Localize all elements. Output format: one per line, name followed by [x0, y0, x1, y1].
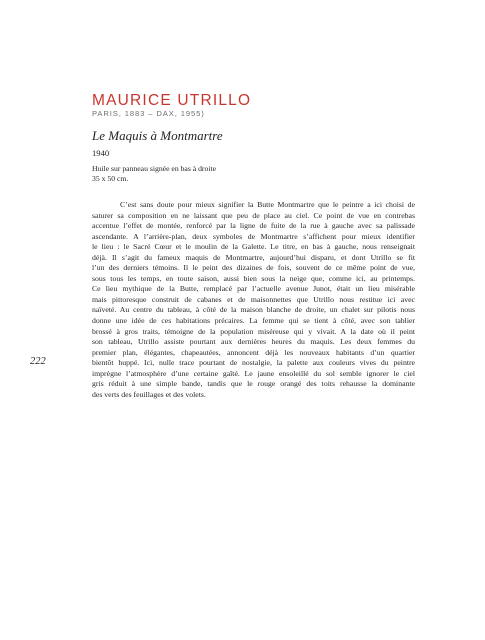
- body-line: mais pittoresque construit de cabanes et de maisonnettes que Utrillo nous restitue ici avec: [92, 294, 415, 304]
- body-line: bientôt huppé. Ici, nulle trace pourtant de nostalgie, la palette aux couleurs vives du peintre: [92, 358, 415, 368]
- body-line: des verts des feuillages et des volets.: [92, 389, 206, 399]
- artist-name: MAURICE UTRILLO: [92, 92, 252, 109]
- body-line: naïveté. Au centre du tableau, à côté de la maison blanche de droite, un chalet sur pilotis nous: [92, 305, 415, 315]
- body-line: son tableau, Utrillo assiste pourtant aux dernières heures du maquis. Les deux femmes du: [92, 337, 415, 347]
- body-line: donne une idée de ces habitations précaires. La femme qui se tient à côté, avec son tablier: [92, 316, 415, 326]
- body-line: Ce lieu mythique de la Butte, remplacé par l’actuelle avenue Junot, était un lieu misérable: [92, 284, 415, 294]
- body-line: premier plan, élégantes, chapeautées, annoncent déjà les nouveaux habitants d’un quartier: [92, 347, 415, 357]
- work-details: [92, 164, 216, 184]
- body-line: gris réduit à une simple bande, tandis que le rouge orangé des toits rehausse la dominante: [92, 379, 415, 389]
- body-line: le lieu : le Sacré Cœur et le moulin de la Galette. Le titre, en bas à gauche, nous renseignait: [92, 242, 415, 252]
- body-line: saturer sa composition en ne laissant que peu de place au ciel. Ce point de vue en contrebas: [92, 210, 415, 220]
- body-line: accentue l’effet de montée, renforcé par la ligne de fuite de la rue à gauche avec sa palissade: [92, 221, 415, 231]
- artist-dates: PARIS, 1883 – DAX, 1955): [92, 109, 205, 118]
- body-line: imprègne l’atmosphère d’une certaine gaîté. Le jaune ensoleillé du sol semble ignorer le ciel: [92, 368, 415, 378]
- page-number: 222: [30, 356, 46, 367]
- work-title: Le Maquis à Montmartre: [92, 128, 223, 143]
- body-line: ascendante. A l’arrière-plan, deux symboles de Montmartre s’affichent pour mieux identifier: [92, 231, 415, 241]
- body-line: brossé à gros traits, témoigne de la population miséreuse qui y vivait. A la date où il peint: [92, 326, 415, 336]
- body-line: l’un des derniers témoins. Il le peint des dizaines de fois, souvent de ce même point de vue,: [92, 263, 415, 273]
- body-line: déjà. Il s’agit du fameux maquis de Montmartre, aujourd’hui disparu, et dont Utrillo se fit: [92, 252, 415, 262]
- body-line: sous tous les temps, en toute saison, aussi bien sous la neige que, comme ici, au printemps.: [92, 273, 415, 283]
- work-medium: Huile sur panneau signée en bas à droite: [92, 164, 217, 173]
- work-dimensions: 35 x 50 cm.: [92, 174, 129, 183]
- body-text: [92, 200, 415, 400]
- body-line: C’est sans doute pour mieux signifier la Butte Montmartre que le peintre a ici choisi de: [120, 200, 415, 209]
- work-year: 1940: [92, 148, 110, 158]
